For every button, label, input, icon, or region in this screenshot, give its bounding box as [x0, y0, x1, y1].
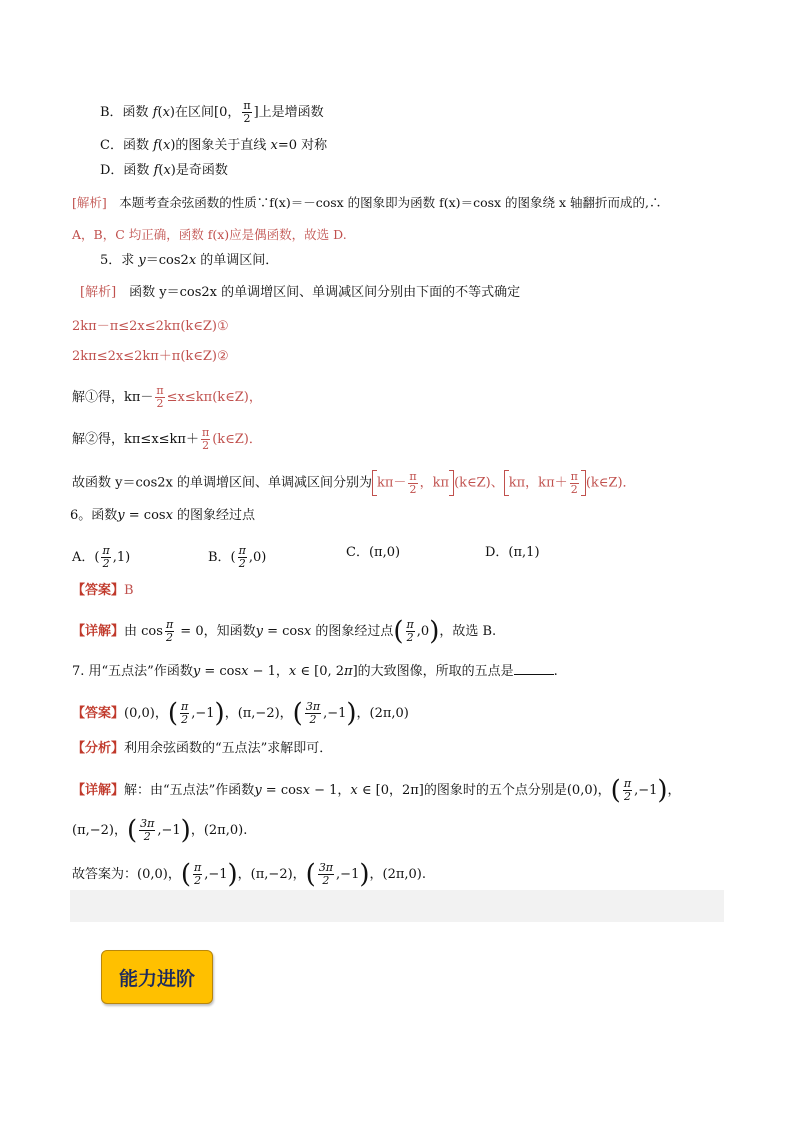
fraction-pi-over-2: $\frac{\pi}{2}$ [570, 469, 578, 496]
fraction-pi-over-2: $\frac{\pi}{2}$ [201, 426, 210, 452]
answer-label: 【答案】 [72, 706, 125, 721]
left-paren: ( [305, 859, 316, 890]
q7-question: 7. 用“五点法”作函数y = cosx − 1，x ∈ [0, 2π]的大致图像，所取的五点是 . [72, 664, 558, 679]
right-paren: ) [180, 815, 191, 846]
right-paren: ) [227, 859, 238, 890]
q4-analysis-continued: A，B，C 均正确，函数 f(x)应是偶函数，故选 D. [72, 227, 347, 242]
q5-solution-1: 解①得，kπ－ $\frac{\pi}{2}$ ≤x≤kπ(k∈Z)， [72, 384, 262, 410]
section-badge: 能力进阶 [101, 950, 213, 1004]
left-paren: ( [610, 775, 621, 806]
left-paren: ( [393, 616, 404, 647]
q6-answer: 【答案】B [72, 583, 134, 598]
fraction-3pi-over-2: $\frac{3\pi}{2}$ [318, 861, 334, 887]
analysis-label: [解析] [72, 195, 107, 210]
q5-question: 5．求 y＝cos2x 的单调区间． [100, 253, 279, 268]
q6-option-a: A．( $\frac{\pi}{2}$ ,1) [72, 544, 131, 570]
q7-analysis: 【分析】利用余弦函数的“五点法”求解即可． [72, 741, 333, 756]
left-paren: ( [292, 698, 303, 729]
q6-detail: 【详解】由 cos $\frac{\pi}{2}$ = 0，知函数y = cosx 的图象经过点( $\frac{\pi}{2}$ ,0)，故选 B. [72, 616, 497, 647]
answer-label: 【答案】 [72, 583, 125, 598]
fraction-3pi-over-2: $\frac{3\pi}{2}$ [140, 817, 155, 843]
q4-option-b: B．函数 f(x)在区间[0， $\frac{\pi}{2}$ ]上是增函数 [100, 99, 324, 125]
q6-option-b: B．( $\frac{\pi}{2}$ ,0) [208, 544, 267, 570]
fraction-pi-over-2: $\frac{\pi}{2}$ [409, 469, 417, 496]
right-paren: ) [429, 616, 440, 647]
fraction-pi-over-2: $\frac{\pi}{2}$ [102, 544, 110, 570]
q4-option-c: C．函数 f(x)的图象关于直线 x=0 对称 [100, 138, 328, 153]
left-paren: ( [126, 815, 138, 846]
right-paren: ) [359, 859, 370, 890]
q5-solution-2: 解②得，kπ≤x≤kπ＋ $\frac{\pi}{2}$ (k∈Z)． [72, 426, 262, 452]
section-divider-bar [70, 890, 724, 922]
q7-detail-line-2: (π,−2)，( $\frac{3\pi}{2}$ ,−1)，(2π,0). [72, 815, 248, 846]
fraction-3pi-over-2: $\frac{3\pi}{2}$ [305, 700, 321, 726]
answer-blank [514, 662, 554, 675]
q5-inequality-1: 2kπ－π≤2x≤2kπ(k∈Z)① [72, 319, 229, 334]
fraction-pi-over-2: $\frac{\pi}{2}$ [623, 777, 632, 803]
fraction-pi-over-2: $\frac{\pi}{2}$ [243, 99, 251, 125]
fraction-pi-over-2: $\frac{\pi}{2}$ [238, 544, 246, 570]
fraction-pi-over-2: $\frac{\pi}{2}$ [193, 861, 202, 887]
left-paren: ( [167, 698, 178, 729]
fraction-pi-over-2: $\frac{\pi}{2}$ [156, 384, 164, 410]
fraction-pi-over-2: $\frac{\pi}{2}$ [181, 700, 189, 726]
left-paren: ( [180, 859, 191, 890]
detail-label: 【详解】 [72, 783, 125, 798]
right-paren: ) [657, 775, 668, 806]
q5-inequality-2: 2kπ≤2x≤2kπ＋π(k∈Z)② [72, 349, 229, 364]
right-paren: ) [346, 698, 357, 729]
q7-detail-line-1: 【详解】解：由“五点法”作函数y = cosx − 1，x ∈ [0，2π]的图象时的五个点分别是(0,0)，( $\frac{\pi}{2}$ ,−1)， [72, 775, 681, 806]
q4-option-d: D．函数 f(x)是奇函数 [100, 163, 228, 178]
detail-label: 【详解】 [72, 624, 125, 639]
fraction-pi-over-2: $\frac{\pi}{2}$ [165, 618, 174, 644]
q7-final-answer: 故答案为：(0,0)，( $\frac{\pi}{2}$ ,−1)，(π,−2)，( $\frac{3\pi}{2}$ ,−1)，(2π,0). [72, 859, 426, 890]
q7-answer: 【答案】(0,0)，( $\frac{\pi}{2}$ ,−1)，(π,−2)，( $\frac{3\pi}{2}$ ,−1)，(2π,0) [72, 698, 409, 729]
analysis-label: [解析] [80, 285, 117, 300]
q4-analysis: [解析] 本题考查余弦函数的性质∵f(x)＝－cosx 的图象即为函数 f(x)＝cosx 的图象绕 x 轴翻折而成的,∴ [72, 195, 662, 210]
fraction-pi-over-2: $\frac{\pi}{2}$ [406, 618, 414, 644]
analysis-label: 【分析】 [72, 741, 125, 756]
q6-question: 6。函数y = cosx 的图象经过点 [70, 508, 256, 523]
q6-option-d: D．(π,1) [485, 545, 540, 560]
q5-conclusion: 故函数 y＝cos2x 的单调增区间、单调减区间分别为 kπ－ $\frac{\pi}{2}$ ，kπ (k∈Z)、 kπ，kπ＋ $\frac{\pi}{2}$ (k∈Z)． [72, 469, 636, 496]
q5-analysis: [解析] 函数 y＝cos2x 的单调增区间、单调减区间分别由下面的不等式确定 [80, 285, 521, 300]
q6-option-c: C．(π,0) [346, 545, 401, 560]
right-paren: ) [214, 698, 225, 729]
